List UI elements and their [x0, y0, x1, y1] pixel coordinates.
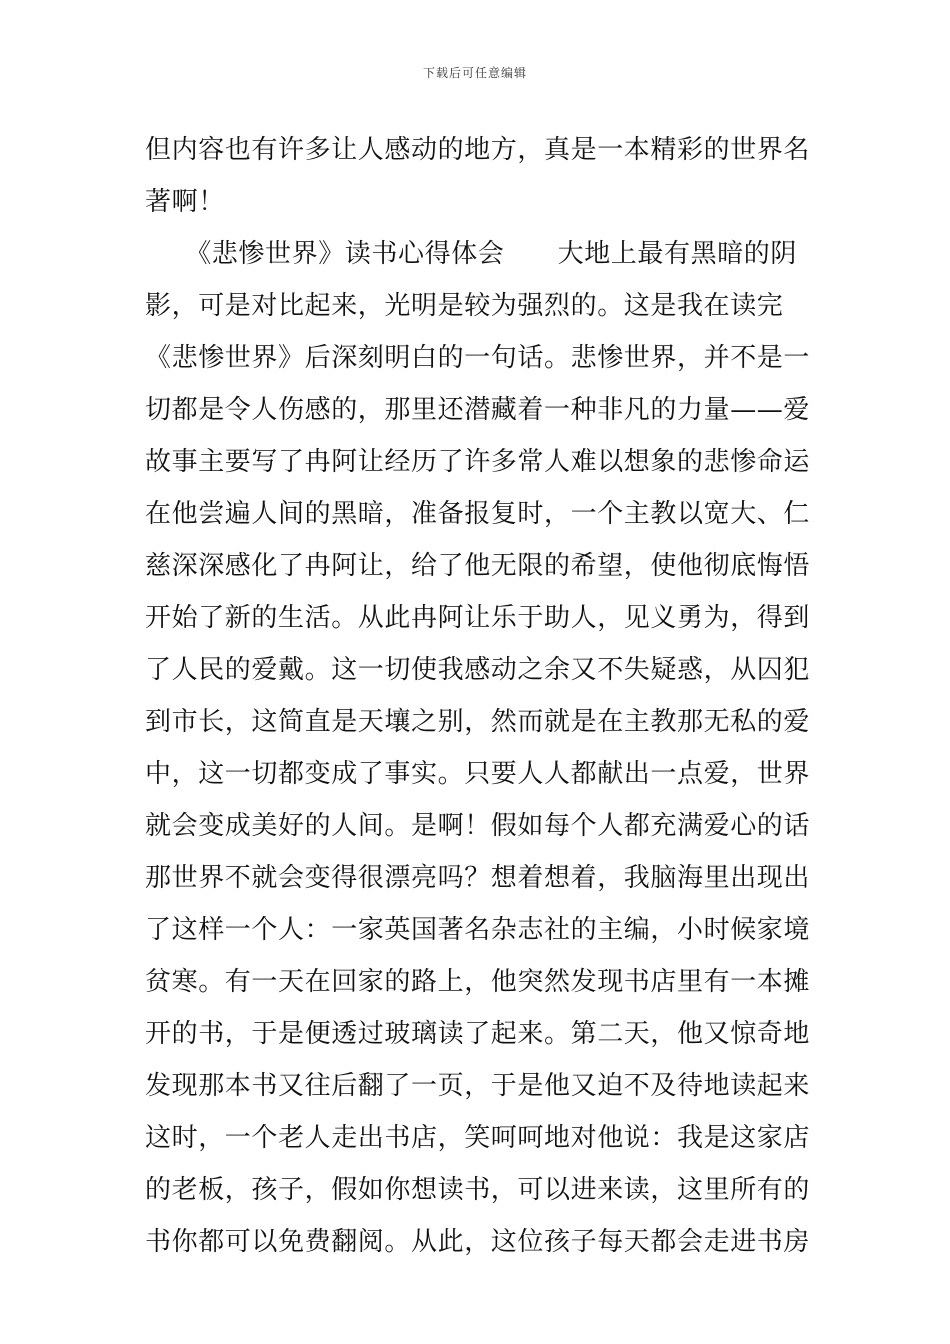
text-line: 故事主要写了冉阿让经历了许多常人难以想象的悲惨命运: [145, 447, 811, 477]
page-header: 下载后可任意编辑: [422, 66, 527, 80]
text-line: 切都是令人伤感的，那里还潜藏着一种非凡的力量——爱: [145, 395, 811, 425]
text-line: 开的书，于是便透过玻璃读了起来。第二天，他又惊奇地: [145, 1019, 811, 1049]
text-line: 书你都可以免费翻阅。从此，这位孩子每天都会走进书房: [145, 1227, 811, 1257]
text-line: 开始了新的生活。从此冉阿让乐于助人，见义勇为，得到: [145, 603, 811, 633]
text-line: 著啊！: [145, 187, 225, 217]
text-line: 但内容也有许多让人感动的地方，真是一本精彩的世界名: [145, 135, 811, 165]
document-body: [145, 124, 815, 1268]
text-line: 了这样一个人：一家英国著名杂志社的主编，小时候家境: [145, 915, 811, 945]
text-line: 到市长，这简直是天壤之别，然而就是在主教那无私的爱: [145, 707, 811, 737]
text-line: 《悲惨世界》读书心得体会 大地上最有黑暗的阴: [145, 239, 798, 269]
text-line: 影，可是对比起来，光明是较为强烈的。这是我在读完: [145, 291, 784, 321]
text-line: 那世界不就会变得很漂亮吗？想着想着，我脑海里出现出: [145, 863, 811, 893]
text-line: 发现那本书又往后翻了一页，于是他又迫不及待地读起来: [145, 1071, 811, 1101]
text-line: 中，这一切都变成了事实。只要人人都献出一点爱，世界: [145, 759, 811, 789]
text-line: 在他尝遍人间的黑暗，准备报复时，一个主教以宽大、仁: [145, 499, 811, 529]
text-line: 的老板，孩子，假如你想读书，可以进来读，这里所有的: [145, 1175, 811, 1205]
text-line: 贫寒。有一天在回家的路上，他突然发现书店里有一本摊: [145, 967, 811, 997]
text-line: 就会变成美好的人间。是啊！假如每个人都充满爱心的话: [145, 811, 811, 841]
text-line: 《悲惨世界》后深刻明白的一句话。悲惨世界，并不是一: [145, 343, 811, 373]
text-line: 这时，一个老人走出书店，笑呵呵地对他说：我是这家店: [145, 1123, 811, 1153]
text-line: 慈深深感化了冉阿让，给了他无限的希望，使他彻底悔悟: [145, 551, 811, 581]
text-line: 了人民的爱戴。这一切使我感动之余又不失疑惑，从囚犯: [145, 655, 811, 685]
